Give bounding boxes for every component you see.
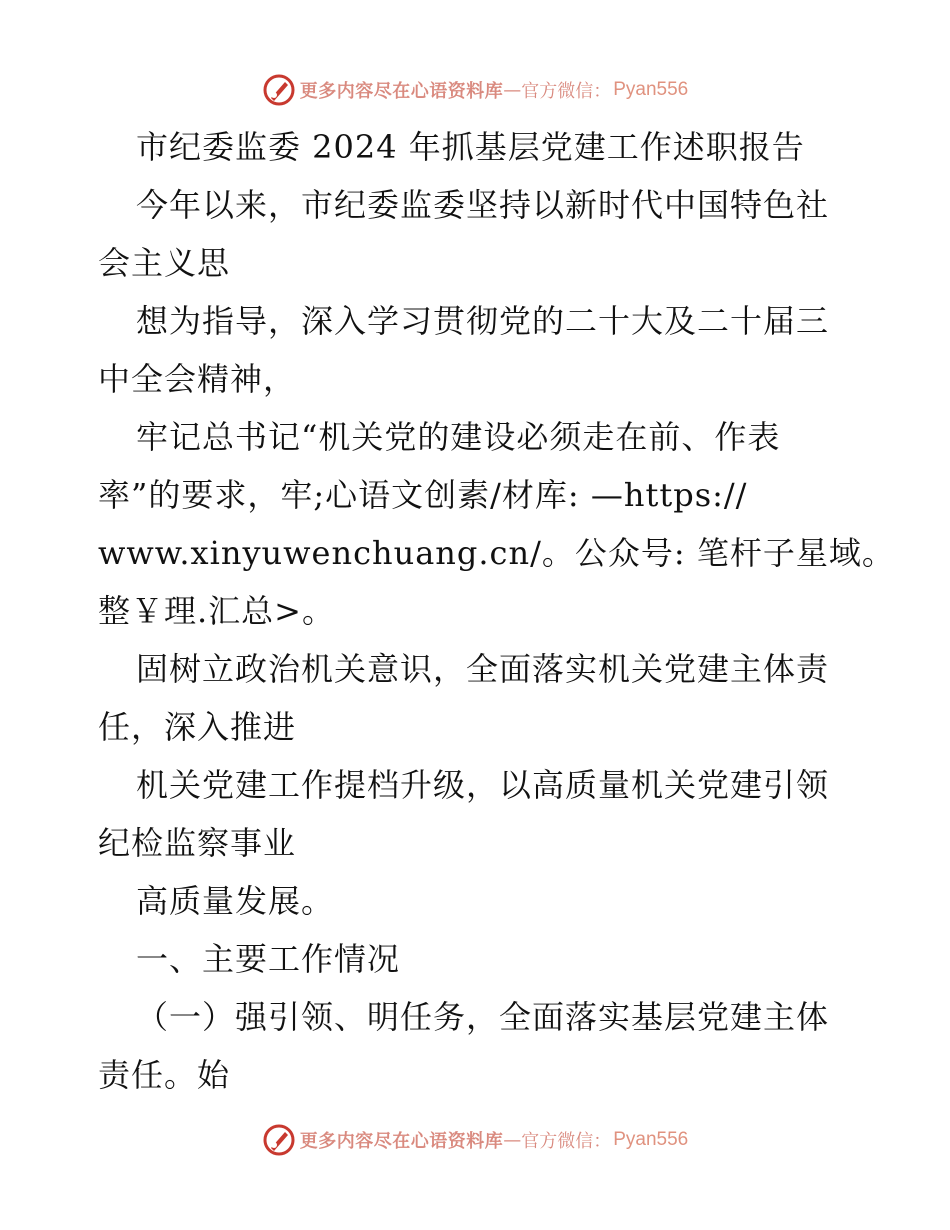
paragraph-line: 中全会精神，	[98, 360, 297, 398]
pen-logo-icon	[262, 73, 296, 107]
header-watermark-banner	[0, 72, 950, 108]
paragraph-line: 率”的要求，牢;心语文创素/材库: —https://	[98, 476, 748, 514]
banner-wechat-account: Pyan556	[613, 79, 689, 100]
banner-site-text: 更多内容尽在心语资料库	[299, 1131, 504, 1152]
paragraph-line: 牢记总书记“机关党的建设必须走在前、作表	[136, 418, 781, 456]
banner-dash: —	[503, 79, 522, 101]
paragraph-line: 机关党建工作提档升级，以高质量机关党建引领	[136, 766, 830, 804]
footer-watermark-banner	[0, 1122, 950, 1158]
document-body	[98, 118, 895, 1104]
paragraph-line: 高质量发展。	[136, 882, 335, 920]
paragraph-line: 整￥理.汇总>。	[98, 592, 335, 630]
document-title: 市纪委监委 2024 年抓基层党建工作述职报告	[136, 128, 805, 166]
paragraph-line: www.xinyuwenchuang.cn/。公众号: 笔杆子星域。	[98, 534, 895, 572]
paragraph-line: 想为指导，深入学习贯彻党的二十大及二十届三	[136, 302, 830, 340]
paragraph-line: 固树立政治机关意识，全面落实机关党建主体责	[136, 650, 830, 688]
paragraph-line: 任，深入推进	[98, 708, 297, 746]
pen-logo-icon	[262, 1123, 296, 1157]
paragraph-line: 今年以来，市纪委监委坚持以新时代中国特色社	[136, 186, 830, 224]
paragraph-line: 责任。始	[98, 1056, 231, 1094]
banner-site-text: 更多内容尽在心语资料库	[299, 81, 504, 102]
banner-wechat-label: 官方微信：	[521, 1131, 612, 1152]
banner-wechat-label: 官方微信：	[521, 81, 612, 102]
paragraph-line: 纪检监察事业	[98, 824, 297, 862]
section-heading: 一、主要工作情况	[136, 940, 401, 978]
banner-dash: —	[503, 1129, 522, 1151]
paragraph-line: 会主义思	[98, 244, 231, 282]
banner-wechat-account: Pyan556	[613, 1129, 689, 1150]
subsection-heading: （一）强引领、明任务，全面落实基层党建主体	[136, 998, 830, 1036]
